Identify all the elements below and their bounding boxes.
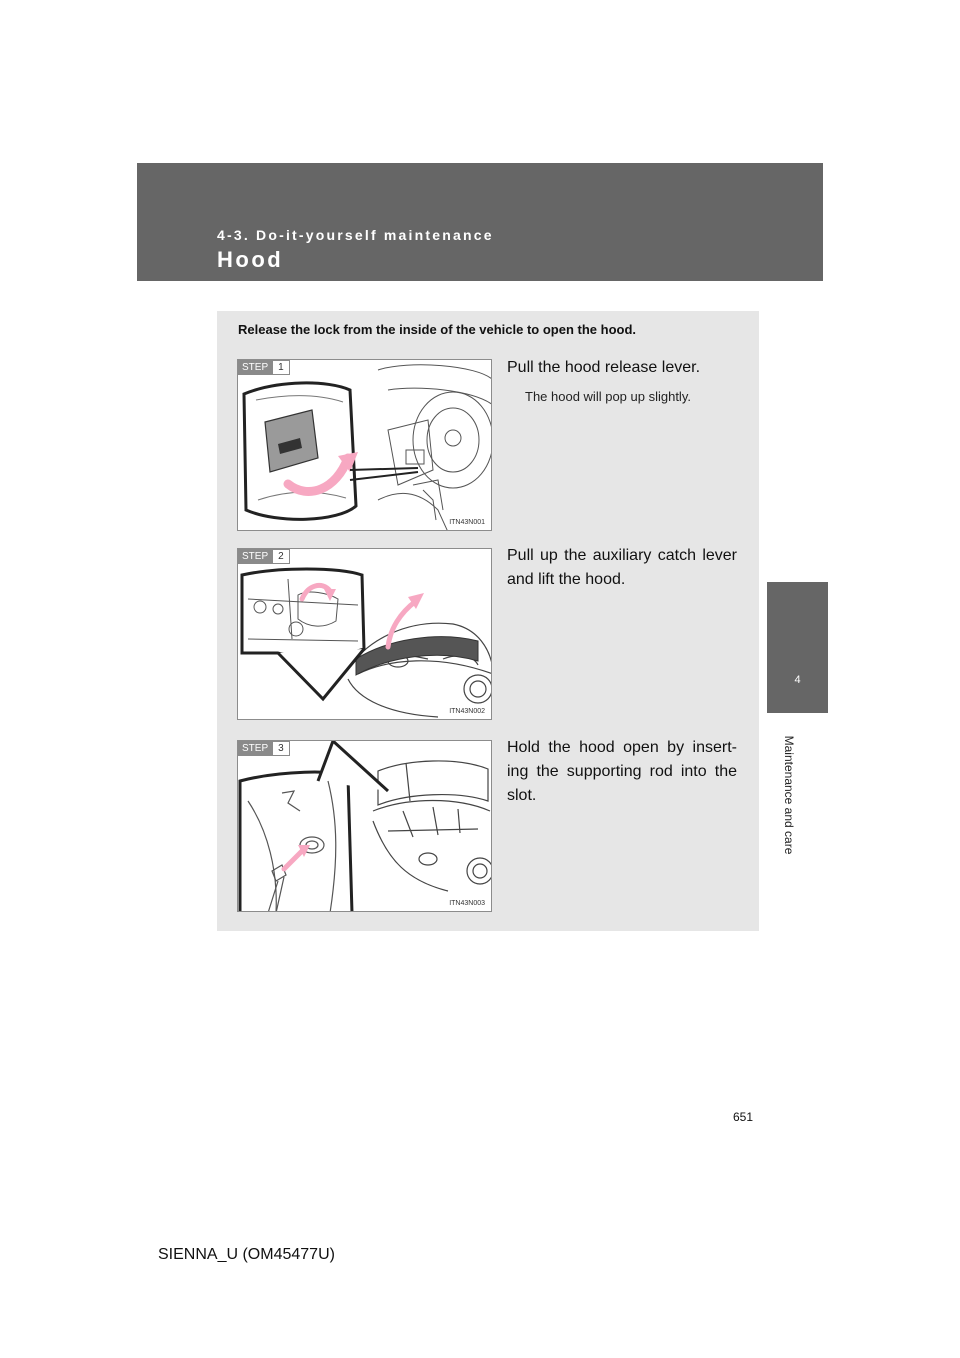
- step-2-figure: [237, 548, 492, 720]
- auxiliary-catch-illustration: [238, 549, 492, 720]
- step-3-badge: [238, 741, 290, 756]
- step-1-figure-code: ITN43N001: [449, 519, 485, 526]
- footer-model-code: SIENNA_U (OM45477U): [158, 1246, 335, 1263]
- step-3-figure-code: ITN43N003: [449, 900, 485, 907]
- hood-release-lever-illustration: [238, 360, 492, 531]
- step-2-text: Pull up the auxiliary catch lever and lift the hood.: [507, 547, 737, 588]
- chapter-tab[interactable]: [767, 582, 828, 713]
- step-1-text: Pull the hood release lever.: [507, 359, 701, 376]
- step-1-badge-word: STEP: [238, 360, 272, 375]
- step-2-badge: [238, 549, 290, 564]
- step-2-badge-word: STEP: [238, 549, 272, 564]
- chapter-header: [137, 163, 823, 281]
- step-3-figure: [237, 740, 492, 912]
- intro-text: Release the lock from the inside of the vehicle to open the hood.: [238, 322, 637, 337]
- step-1-note: The hood will pop up slightly.: [525, 389, 691, 404]
- step-2-badge-number: 2: [272, 549, 290, 564]
- step-3-badge-number: 3: [272, 741, 290, 756]
- instruction-panel: [217, 311, 759, 931]
- step-2-figure-code: ITN43N002: [449, 708, 485, 715]
- chapter-tab-label-wrap: [775, 718, 803, 868]
- step-1-badge: [238, 360, 290, 375]
- chapter-tab-number: 4: [794, 674, 801, 686]
- support-rod-illustration: [238, 741, 492, 912]
- step-1-badge-number: 1: [272, 360, 290, 375]
- chapter-tab-label: Maintenance and care: [782, 735, 796, 855]
- page-title: Hood: [217, 247, 284, 272]
- step-3-badge-word: STEP: [238, 741, 272, 756]
- section-label: 4-3. Do-it-yourself maintenance: [217, 227, 494, 243]
- step-3-text: Hold the hood open by insert-ing the supporting rod into the slot.: [507, 739, 737, 804]
- step-1-figure: [237, 359, 492, 531]
- page-number: 651: [733, 1110, 754, 1124]
